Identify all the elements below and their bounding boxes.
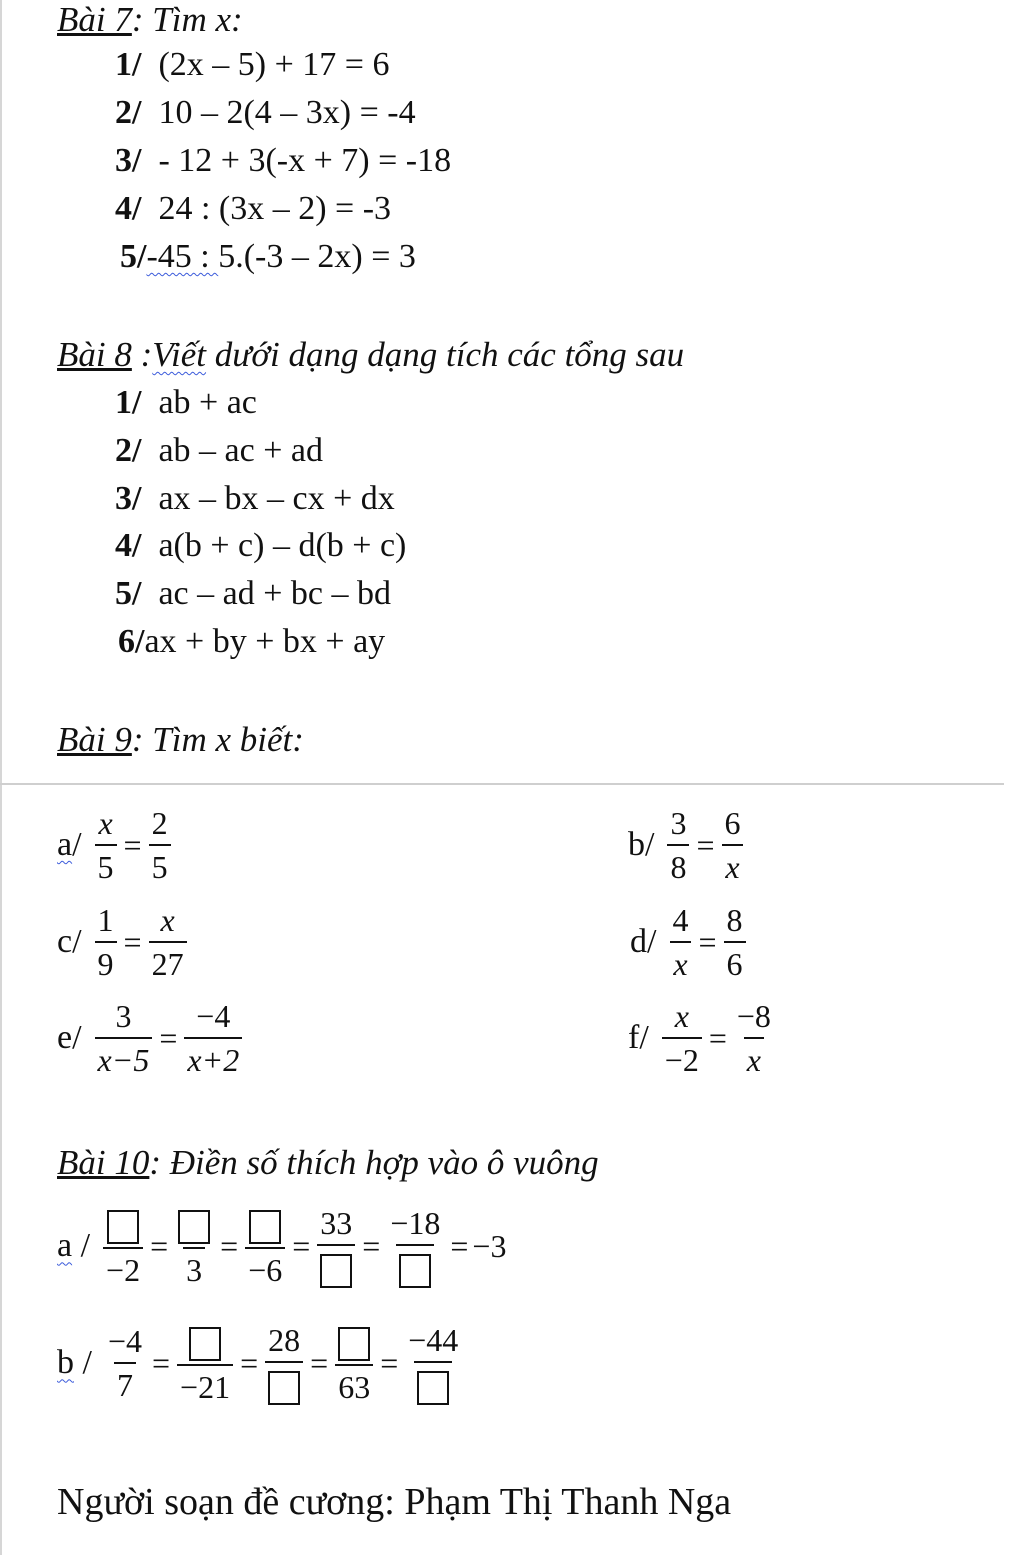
equals-sign: =: [380, 1344, 399, 1381]
bai7-item-1: [115, 46, 389, 84]
bai10-a: [57, 1205, 506, 1288]
item-number: 2/: [115, 432, 142, 469]
problem-label: a/: [57, 826, 82, 863]
bai9-label: Bài 9: [57, 720, 132, 759]
fraction-5: −44: [405, 1322, 461, 1405]
fraction-5: −18: [387, 1205, 443, 1288]
equals-sign: =: [152, 1344, 171, 1381]
problem-label: a /: [57, 1227, 91, 1265]
item-number: 1/: [115, 46, 142, 83]
equals-sign: =: [310, 1344, 329, 1381]
blank-box: [249, 1210, 281, 1244]
bai8-heading: [57, 335, 684, 375]
equals-sign: =: [123, 826, 142, 863]
bai8-item-3: [115, 480, 395, 518]
bai7-title: : Tìm x:: [131, 0, 243, 39]
bai9-heading: [57, 720, 304, 760]
bai7-label: Bài 7: [57, 0, 132, 39]
bai8-title-colon: :: [131, 335, 153, 374]
blank-box: [399, 1254, 431, 1288]
bai8-item-4: [115, 527, 406, 565]
bai7-heading: [57, 0, 243, 40]
bai10-label: Bài 10: [57, 1143, 150, 1182]
author-credit: Người soạn đề cương: Phạm Thị Thanh Nga: [57, 1481, 732, 1523]
fraction-3: −6: [245, 1205, 285, 1288]
bai8-title-word: Viết: [152, 335, 207, 374]
bai7-item-2: [115, 94, 416, 132]
equals-sign: =: [240, 1344, 259, 1381]
blank-box: [417, 1371, 449, 1405]
problem-label: e/: [57, 1019, 82, 1056]
item-expression-part: 5.(-3 – 2x) = 3: [218, 238, 416, 275]
bai9-f: [628, 998, 777, 1078]
equals-sign: =: [708, 1019, 727, 1056]
problem-label: b /: [57, 1344, 92, 1382]
bai8-item-2: [115, 432, 323, 470]
problem-label: b/: [628, 826, 655, 863]
item-number: 5/: [115, 575, 142, 612]
fraction-4: 33: [317, 1205, 355, 1288]
blank-box: [189, 1327, 221, 1361]
equals-sign: =: [450, 1227, 469, 1264]
fraction-4: 63: [335, 1322, 373, 1405]
fraction-right: $\frac{2}{5}$: [149, 805, 171, 885]
item-expression: ab – ac + ad: [158, 432, 323, 469]
blank-box: [178, 1210, 210, 1244]
fraction-left: $\frac{4}{x}$: [669, 902, 691, 982]
fraction-left: $\frac{1}{9}$: [95, 902, 117, 982]
bai8-item-6: [118, 623, 385, 661]
bai9-a: [57, 805, 174, 885]
page-left-edge: [0, 0, 2, 1555]
item-expression: ax + by + bx + ay: [144, 623, 386, 660]
fraction-right: $\frac{8}{6}$: [724, 902, 746, 982]
item-number: 1/: [115, 384, 142, 421]
bai9-title: : Tìm x biết:: [131, 720, 304, 759]
fraction-1: $\frac{-4}{7}$: [107, 1323, 142, 1404]
item-expression-part: -45 :: [146, 238, 219, 275]
equals-sign: =: [696, 826, 715, 863]
bai7-item-3: [115, 142, 451, 180]
fraction-right: $\frac{-8}{x}$: [736, 998, 771, 1078]
item-number: 6/: [118, 623, 145, 660]
equals-sign: =: [698, 923, 717, 960]
blank-box: [107, 1210, 139, 1244]
equals-sign: =: [220, 1227, 239, 1264]
fraction-left: $\frac{x}{-2}$: [662, 998, 702, 1078]
bai8-item-5: [115, 575, 391, 613]
fraction-left: $\frac{3}{8}$: [667, 805, 689, 885]
item-number: 4/: [115, 527, 142, 564]
item-expression: (2x – 5) + 17 = 6: [158, 46, 390, 83]
fraction-right: $\frac{-4}{x+2}$: [184, 998, 242, 1078]
item-expression: 24 : (3x – 2) = -3: [158, 190, 392, 227]
bai9-b: [628, 805, 747, 885]
problem-label: f/: [628, 1019, 649, 1056]
item-number: 3/: [115, 480, 142, 517]
fraction-left: $\frac{3}{x-5}$: [95, 998, 153, 1078]
fraction-3: 28: [265, 1322, 303, 1405]
item-number: 4/: [115, 190, 142, 227]
fraction-right: $\frac{x}{27}$: [149, 902, 187, 982]
bai8-title-rest: dưới dạng dạng tích các tổng sau: [206, 335, 685, 374]
item-number: 5/: [120, 238, 147, 275]
fraction-left: $\frac{x}{5}$: [95, 805, 117, 885]
bai7-item-5: [120, 238, 416, 276]
bai9-c: [57, 902, 190, 982]
fraction-2: −21: [177, 1322, 233, 1405]
equals-sign: =: [362, 1227, 381, 1264]
problem-label: c/: [57, 923, 82, 960]
bai8-item-1: [115, 384, 257, 422]
equals-sign: =: [292, 1227, 311, 1264]
item-expression: ax – bx – cx + dx: [158, 480, 395, 517]
equals-sign: =: [159, 1019, 178, 1056]
equals-sign: =: [123, 923, 142, 960]
blank-box: [320, 1254, 352, 1288]
bai9-e: [57, 998, 245, 1078]
fraction-2: 3: [175, 1205, 213, 1288]
result-value: −3: [472, 1227, 507, 1264]
bai9-d: [630, 902, 749, 982]
bai10-title: : Điền số thích hợp vào ô vuông: [149, 1143, 599, 1182]
fraction-1: −2: [103, 1205, 143, 1288]
fraction-right: $\frac{6}{x}$: [722, 805, 744, 885]
section-divider: [0, 783, 1004, 785]
blank-box: [338, 1327, 370, 1361]
bai10-b: [57, 1322, 464, 1405]
bai8-label: Bài 8: [57, 335, 132, 374]
bai10-heading: [57, 1143, 599, 1183]
item-number: 3/: [115, 142, 142, 179]
bai7-item-4: [115, 190, 391, 228]
item-expression: ab + ac: [158, 384, 257, 421]
item-expression: ac – ad + bc – bd: [158, 575, 391, 612]
item-number: 2/: [115, 94, 142, 131]
blank-box: [268, 1371, 300, 1405]
item-expression: - 12 + 3(-x + 7) = -18: [158, 142, 452, 179]
item-expression: a(b + c) – d(b + c): [158, 527, 407, 564]
item-expression: 10 – 2(4 – 3x) = -4: [158, 94, 416, 131]
equals-sign: =: [150, 1227, 169, 1264]
problem-label: d/: [630, 923, 657, 960]
